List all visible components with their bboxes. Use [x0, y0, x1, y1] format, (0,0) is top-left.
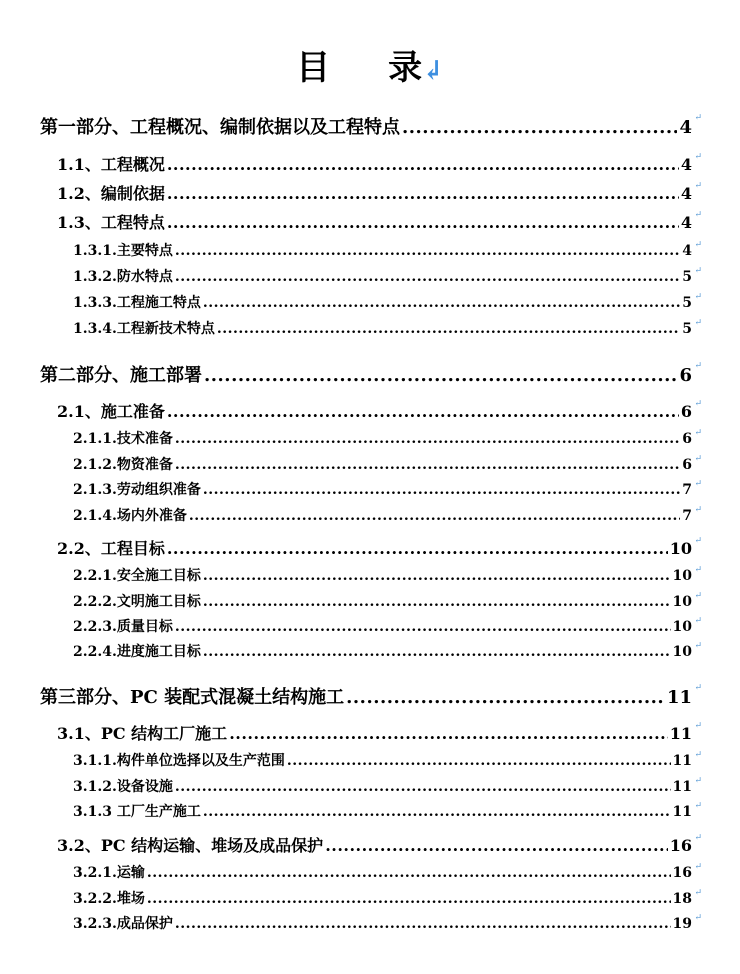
toc-entry-page: 7 [682, 508, 692, 524]
toc-entry-page: 18 [672, 891, 692, 907]
toc-entry-label: 3.1.1.构件单位选择以及生产范围 [73, 753, 285, 769]
leader-dots [203, 594, 671, 610]
toc-entry-page: 6 [682, 431, 692, 447]
paragraph-mark-icon: ↵ [694, 833, 702, 843]
paragraph-mark-icon: ↵ [694, 292, 702, 302]
leader-dots [167, 184, 679, 203]
toc-entry-page: 4 [680, 155, 692, 174]
paragraph-mark-icon: ↵ [694, 361, 702, 371]
toc-entry-label: 3.1.3 工厂生产施工 [73, 804, 201, 820]
paragraph-mark-icon: ↵ [694, 318, 702, 328]
paragraph-mark-icon: ↵ [694, 240, 702, 250]
paragraph-mark-icon: ↵ [694, 454, 702, 464]
paragraph-mark-icon: ↵ [694, 536, 702, 546]
toc-entry-label: 2.1.2.物资准备 [73, 457, 173, 473]
paragraph-mark-icon: ↵ [694, 616, 702, 626]
title-char-2: 录 [388, 48, 423, 88]
paragraph-mark-icon: ↵ [694, 505, 702, 515]
toc-entry-page: 5 [682, 321, 692, 337]
toc-entry-1-3-4[interactable] [73, 318, 702, 338]
toc-entry-page: 10 [672, 619, 692, 635]
toc-entry-2-2-2[interactable] [73, 591, 702, 611]
toc-entry-label: 1.3.2.防水特点 [73, 269, 173, 285]
toc-entry-label: 3.2.2.堆场 [73, 891, 145, 907]
leader-dots [203, 804, 671, 820]
title-char-1: 目 [296, 48, 331, 88]
leader-dots [203, 482, 680, 498]
toc-entry-page: 10 [672, 568, 692, 584]
toc-entry-label: 1.2、编制依据 [57, 184, 165, 203]
leader-dots [167, 155, 679, 174]
toc-entry-page: 6 [682, 457, 692, 473]
toc-entry-label: 第二部分、施工部署 [40, 365, 202, 386]
paragraph-mark-icon: ↵ [694, 776, 702, 786]
toc-entry-part-3[interactable] [40, 683, 702, 709]
paragraph-mark-icon: ↵ [694, 591, 702, 601]
paragraph-mark-icon: ↵ [694, 399, 702, 409]
toc-entry-1-2[interactable] [57, 181, 702, 204]
toc-entry-label: 2.2.2.文明施工目标 [73, 594, 201, 610]
leader-dots [167, 213, 679, 232]
paragraph-mark-icon: ↵ [694, 210, 702, 220]
toc-entry-label: 第三部分、PC 装配式混凝土结构施工 [40, 687, 345, 708]
leader-dots [167, 539, 668, 558]
paragraph-mark-icon: ↵ [694, 750, 702, 760]
toc-entry-page: 5 [682, 295, 692, 311]
return-mark-icon: ↲ [422, 56, 444, 86]
toc-entry-label: 3.1、PC 结构工厂施工 [57, 724, 228, 743]
toc-entry-3-1-2[interactable] [73, 776, 702, 796]
toc-entry-label: 1.1、工程概况 [57, 155, 165, 174]
toc-entry-label: 1.3、工程特点 [57, 213, 165, 232]
paragraph-mark-icon: ↵ [694, 565, 702, 575]
paragraph-mark-icon: ↵ [694, 152, 702, 162]
paragraph-mark-icon: ↵ [694, 913, 702, 923]
leader-dots [203, 568, 671, 584]
toc-entry-page: 4 [680, 213, 692, 232]
toc-entry-label: 3.1.2.设备设施 [73, 779, 173, 795]
toc-entry-page: 19 [672, 916, 692, 932]
toc-entry-2-2-3[interactable] [73, 616, 702, 636]
toc-entry-1-3-1[interactable] [73, 240, 702, 260]
leader-dots [346, 687, 665, 708]
leader-dots [203, 644, 671, 660]
toc-entry-2-2-4[interactable] [73, 641, 702, 661]
toc-entry-label: 3.2、PC 结构运输、堆场及成品保护 [57, 836, 324, 855]
leader-dots [229, 724, 668, 743]
toc-entry-3-1-3[interactable] [73, 801, 702, 821]
toc-entry-label: 2.1.3.劳动组织准备 [73, 482, 201, 498]
leader-dots [167, 402, 679, 421]
toc-entry-page: 7 [682, 482, 692, 498]
leader-dots [147, 891, 671, 907]
toc-entry-page: 10 [672, 644, 692, 660]
leader-dots [175, 779, 671, 795]
toc-entry-3-2-1[interactable] [73, 862, 702, 882]
leader-dots [203, 295, 680, 311]
toc-entry-page: 10 [672, 594, 692, 610]
leader-dots [175, 619, 671, 635]
toc-entry-2-1-3[interactable] [73, 479, 702, 499]
toc-entry-label: 3.2.1.运输 [73, 865, 145, 881]
toc-entry-page: 11 [672, 804, 692, 820]
toc-entry-label: 第一部分、工程概况、编制依据以及工程特点 [40, 117, 400, 138]
toc-entry-1-1[interactable] [57, 152, 702, 175]
leader-dots [175, 916, 671, 932]
leader-dots [147, 865, 671, 881]
leader-dots [175, 243, 680, 259]
toc-entry-2-1-2[interactable] [73, 454, 702, 474]
leader-dots [175, 457, 680, 473]
toc-entry-page: 5 [682, 269, 692, 285]
toc-entry-3-2-2[interactable] [73, 888, 702, 908]
paragraph-mark-icon: ↵ [694, 479, 702, 489]
toc-entry-part-2[interactable] [40, 361, 702, 387]
toc-entry-page: 4 [679, 117, 692, 138]
toc-entry-page: 11 [669, 724, 692, 743]
toc-entry-label: 1.3.1.主要特点 [73, 243, 173, 259]
toc-entry-page: 16 [669, 836, 692, 855]
toc-entry-page: 11 [672, 753, 692, 769]
toc-entry-label: 2.1、施工准备 [57, 402, 165, 421]
toc-entry-page: 10 [669, 539, 692, 558]
toc-entry-2-2-1[interactable] [73, 565, 702, 585]
toc-entry-2-1-4[interactable] [73, 505, 702, 525]
toc-title [0, 40, 740, 89]
paragraph-mark-icon: ↵ [694, 862, 702, 872]
toc-entry-label: 2.2.3.质量目标 [73, 619, 173, 635]
toc-entry-2-1[interactable] [57, 399, 702, 422]
toc-entry-part-1[interactable] [40, 113, 702, 139]
toc-entry-label: 2.2、工程目标 [57, 539, 165, 558]
toc-entry-label: 1.3.3.工程施工特点 [73, 295, 201, 311]
toc-entry-1-3[interactable] [57, 210, 702, 233]
leader-dots [189, 508, 680, 524]
paragraph-mark-icon: ↵ [694, 888, 702, 898]
paragraph-mark-icon: ↵ [694, 721, 702, 731]
toc-entry-3-1[interactable] [57, 721, 702, 744]
toc-entry-page: 4 [680, 184, 692, 203]
toc-entry-page: 4 [682, 243, 692, 259]
toc-entry-3-1-1[interactable] [73, 750, 702, 770]
toc-entry-2-2[interactable] [57, 536, 702, 559]
toc-entry-label: 2.1.4.场内外准备 [73, 508, 187, 524]
toc-entry-label: 2.2.4.进度施工目标 [73, 644, 201, 660]
leader-dots [175, 269, 680, 285]
paragraph-mark-icon: ↵ [694, 266, 702, 276]
toc-entry-3-2[interactable] [57, 833, 702, 856]
toc-entry-page: 11 [672, 779, 692, 795]
leader-dots [287, 753, 671, 769]
toc-entry-label: 2.1.1.技术准备 [73, 431, 173, 447]
toc-entry-page: 16 [672, 865, 692, 881]
toc-entry-label: 3.2.3.成品保护 [73, 916, 173, 932]
leader-dots [204, 365, 677, 386]
paragraph-mark-icon: ↵ [694, 428, 702, 438]
toc-entry-page: 6 [679, 365, 692, 386]
leader-dots [217, 321, 680, 337]
paragraph-mark-icon: ↵ [694, 113, 702, 123]
paragraph-mark-icon: ↵ [694, 801, 702, 811]
toc-entry-label: 2.2.1.安全施工目标 [73, 568, 201, 584]
paragraph-mark-icon: ↵ [694, 181, 702, 191]
leader-dots [402, 117, 677, 138]
leader-dots [325, 836, 668, 855]
toc-entry-label: 1.3.4.工程新技术特点 [73, 321, 215, 337]
toc-entry-1-3-2[interactable] [73, 266, 702, 286]
paragraph-mark-icon: ↵ [694, 641, 702, 651]
toc-entry-3-2-3[interactable] [73, 913, 702, 933]
toc-entry-page: 11 [666, 687, 692, 708]
toc-entry-1-3-3[interactable] [73, 292, 702, 312]
leader-dots [175, 431, 680, 447]
toc-entry-page: 6 [680, 402, 692, 421]
toc-entry-2-1-1[interactable] [73, 428, 702, 448]
paragraph-mark-icon: ↵ [694, 683, 702, 693]
